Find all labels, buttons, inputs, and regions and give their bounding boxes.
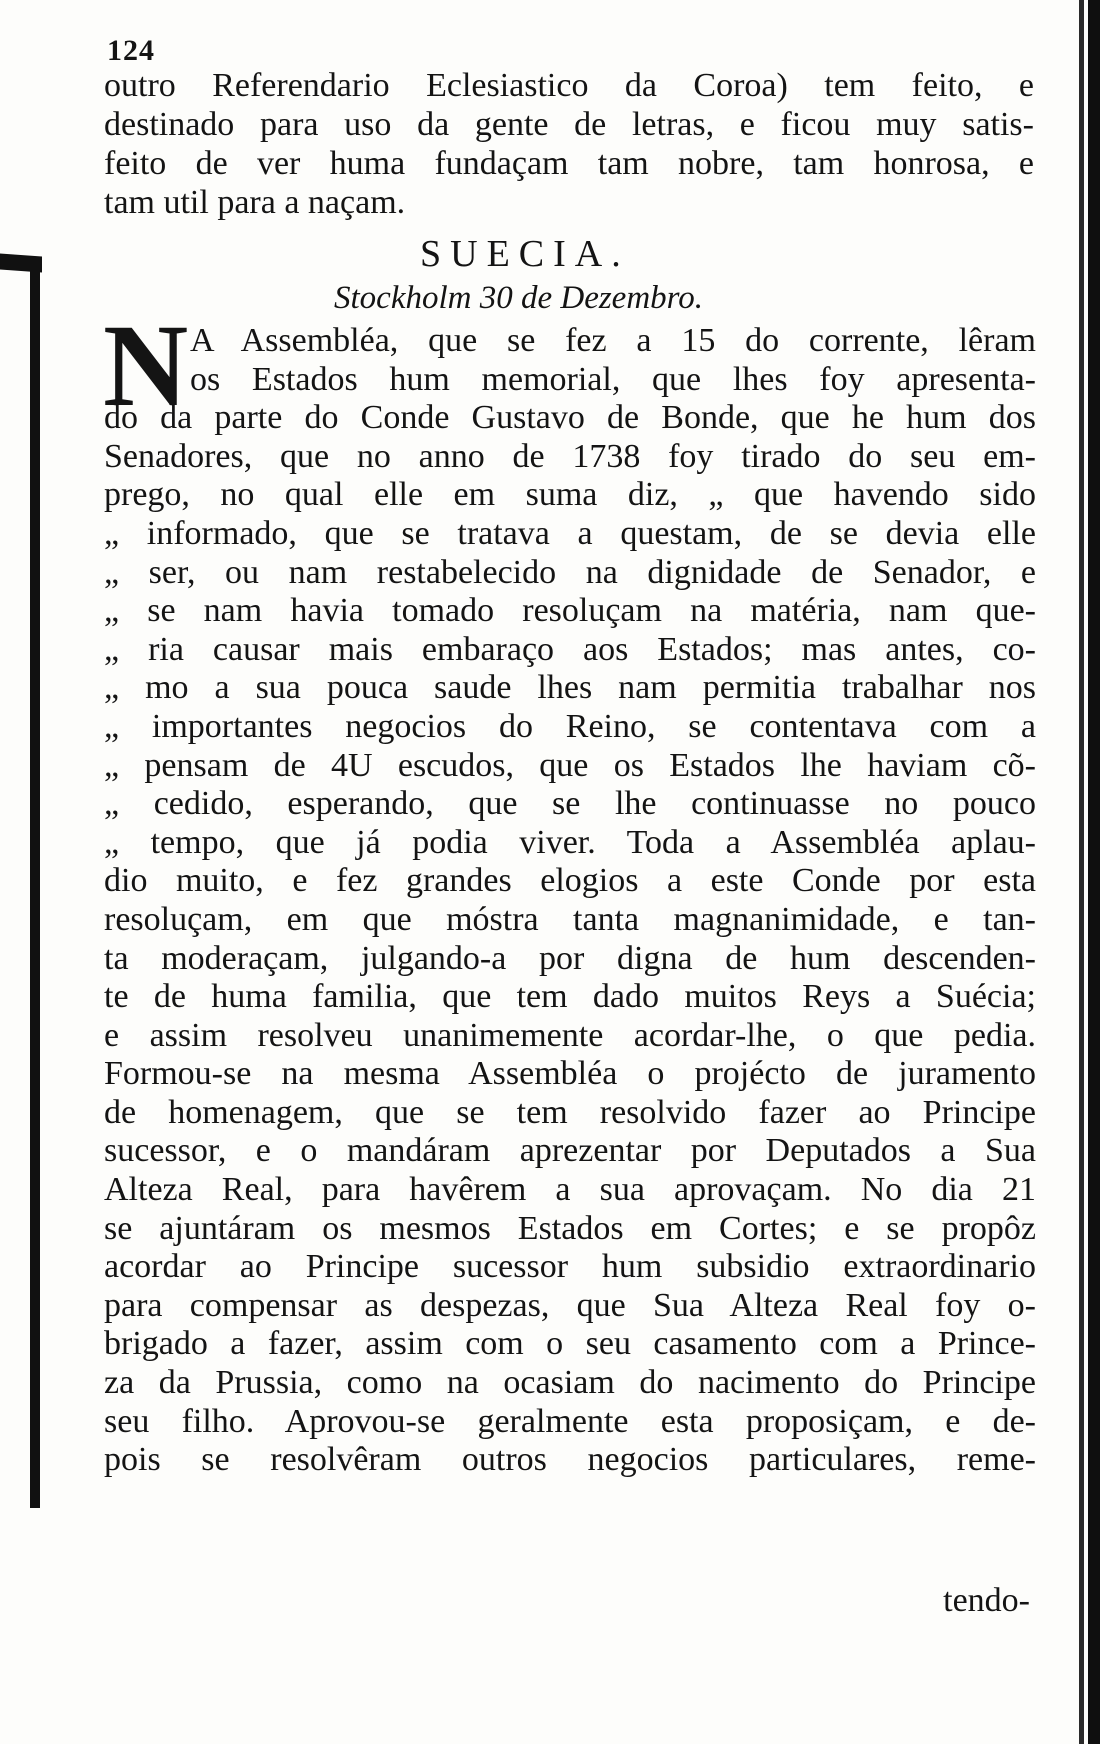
text-line: dio muito, e fez grandes elogios a este Conde por esta [104, 862, 1036, 900]
text-line: de homenagem, que se tem resolvido fazer ao Principe [104, 1093, 1036, 1131]
text-line: acordar ao Principe sucessor hum subsidio extraordinario [104, 1248, 1036, 1286]
binding-edge-rule [30, 268, 40, 1508]
catchword: tendo- [943, 1582, 1030, 1619]
text-line: „ cedido, esperando, que se lhe continuasse no pouco [104, 785, 1036, 823]
intro-paragraph [104, 66, 1034, 222]
text-line: destinado para uso da gente de letras, e ficou muy satis- [104, 106, 1034, 143]
text-line: te de huma familia, que tem dado muitos Reys a Suécia; [104, 978, 1036, 1016]
text-line: os Estados hum memorial, que lhes foy apresenta- [190, 360, 1036, 398]
section-title: SUECIA. [420, 233, 630, 275]
text-line: brigado a fazer, assim com o seu casamento com a Prince- [104, 1325, 1036, 1363]
text-line: „ ser, ou nam restabelecido na dignidade de Senador, e [104, 553, 1036, 591]
text-line: para compensar as despezas, que Sua Alteza Real foy o- [104, 1286, 1036, 1324]
text-line: Formou-se na mesma Assembléa o projécto de juramento [104, 1055, 1036, 1093]
text-line: resoluçam, em que móstra tanta magnanimidade, e tan- [104, 900, 1036, 938]
text-line: e assim resolveu unanimemente acordar-lhe, o que pedia. [104, 1016, 1036, 1054]
page-edge-inner-shadow [1079, 0, 1084, 1744]
text-line: sucessor, e o mandáram aprezentar por Deputados a Sua [104, 1132, 1036, 1170]
text-line: Senadores, que no anno de 1738 foy tirado do seu em- [104, 437, 1036, 475]
text-line: „ ria causar mais embaraço aos Estados; mas antes, co- [104, 630, 1036, 668]
text-line: za da Prussia, como na ocasiam do nacimento do Principe [104, 1364, 1036, 1402]
text-line: do da parte do Conde Gustavo de Bonde, que he hum dos [104, 399, 1036, 437]
text-line: outro Referendario Eclesiastico da Coroa) tem feito, e [104, 67, 1034, 104]
page-edge-shadow [1088, 0, 1100, 1744]
dateline: Stockholm 30 de Dezembro. [334, 280, 704, 316]
text-line: tam util para a naçam. [104, 184, 406, 221]
page-number: 124 [107, 34, 155, 67]
drop-cap: N [103, 300, 189, 431]
text-line: ta moderaçam, julgando-a por digna de hum descenden- [104, 939, 1036, 977]
text-line: „ pensam de 4U escudos, que os Estados lhe haviam cõ- [104, 746, 1036, 784]
text-line: seu filho. Aprovou-se geralmente esta proposiçam, e de- [104, 1402, 1036, 1440]
text-line: A Assembléa, que se fez a 15 do corrente, lêram [190, 322, 1036, 359]
text-line: „ tempo, que já podia viver. Toda a Assembléa aplau- [104, 823, 1036, 861]
text-line: „ se nam havia tomado resoluçam na matéria, nam que- [104, 592, 1036, 630]
text-line: prego, no qual elle em suma diz, „ que havendo sido [104, 476, 1036, 514]
text-line: feito de ver huma fundaçam tam nobre, tam honrosa, e [104, 145, 1034, 182]
text-line: „ informado, que se tratava a questam, de se devia elle [104, 514, 1036, 552]
text-line: se ajuntáram os mesmos Estados em Cortes; e se propôz [104, 1209, 1036, 1247]
article-body [104, 322, 1036, 1480]
text-line: „ importantes negocios do Reino, se contentava com a [104, 707, 1036, 745]
text-line: „ mo a sua pouca saude lhes nam permitia trabalhar nos [104, 669, 1036, 707]
text-line: pois se resolvêram outros negocios particulares, reme- [104, 1441, 1036, 1479]
text-line: Alteza Real, para havêrem a sua aprovaçam. No dia 21 [104, 1171, 1036, 1209]
